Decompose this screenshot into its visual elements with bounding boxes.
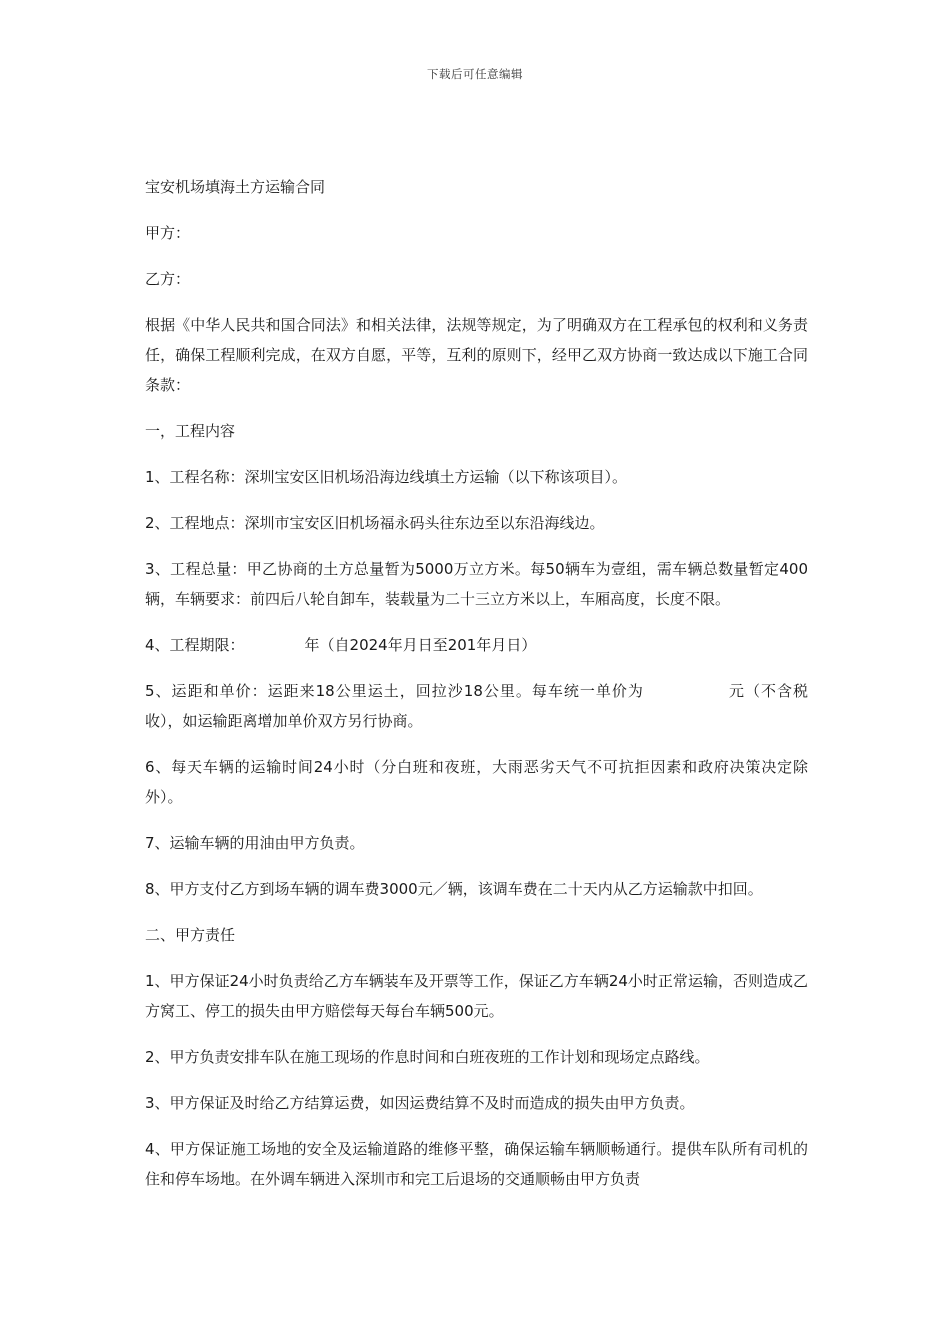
section1-item-7: 7、运输车辆的用油由甲方负责。	[145, 834, 365, 852]
section1-item-4-period: 年（自2024年月日至201年月日）	[304, 636, 537, 654]
section1-item-2: 2、工程地点：深圳市宝安区旧机场福永码头往东边至以东沿海线边。	[145, 514, 605, 532]
section2-item-4: 4、甲方保证施工场地的安全及运输道路的维修平整，确保运输车辆顺畅通行。提供车队所有司机的住和停车场地。在外调车辆进入深圳市和完工后退场的交通顺畅由甲方负责	[145, 1140, 808, 1188]
section1-item-3: 3、工程总量：甲乙协商的土方总量暂为5000万立方米。每50辆车为壹组，需车辆总数量暂定400辆，车辆要求：前四后八轮自卸车，装载量为二十三立方米以上，车厢高度，长度不限。	[145, 560, 808, 608]
document-title: 宝安机场填海土方运输合同	[145, 178, 326, 196]
section1-heading: 一，工程内容	[145, 422, 236, 440]
section2-item-3: 3、甲方保证及时给乙方结算运费，如因运费结算不及时而造成的损失由甲方负责。	[145, 1094, 695, 1112]
section1-item-5-tail: 元（不含税收），如运输距离增加单价双方另行协商。	[145, 682, 808, 730]
preamble-paragraph: 根据《中华人民共和国合同法》和相关法律，法规等规定，为了明确双方在工程承包的权利和义务责任，确保工程顺利完成，在双方自愿，平等，互利的原则下，经甲乙双方协商一致达成以下施工合同条款：	[145, 316, 808, 394]
section1-item-5-text: 5、运距和单价：运距来18公里运土，回拉沙18公里。每车统一单价为	[145, 682, 644, 700]
section2-item-1: 1、甲方保证24小时负责给乙方车辆装车及开票等工作，保证乙方车辆24小时正常运输，否则造成乙方窝工、停工的损失由甲方赔偿每天每台车辆500元。	[145, 972, 808, 1020]
section2-heading: 二、甲方责任	[145, 926, 236, 944]
section1-item-6: 6、每天车辆的运输时间24小时（分白班和夜班，大雨恶劣天气不可抗拒因素和政府决策决定除外）。	[145, 758, 808, 806]
header-note: 下载后可任意编辑	[427, 67, 523, 81]
section1-item-4	[145, 630, 808, 660]
section1-item-1: 1、工程名称：深圳宝安区旧机场沿海边线填土方运输（以下称该项目）。	[145, 468, 628, 486]
section1-item-8: 8、甲方支付乙方到场车辆的调车费3000元／辆，该调车费在二十天内从乙方运输款中扣回。	[145, 880, 763, 898]
section1-item-5	[145, 676, 808, 736]
party-b-line: 乙方：	[145, 270, 191, 288]
document-body	[145, 172, 808, 1210]
section2-item-2: 2、甲方负责安排车队在施工现场的作息时间和白班夜班的工作计划和现场定点路线。	[145, 1048, 710, 1066]
party-a-line: 甲方：	[145, 224, 191, 242]
section1-item-4-label: 4、工程期限：	[145, 636, 245, 654]
